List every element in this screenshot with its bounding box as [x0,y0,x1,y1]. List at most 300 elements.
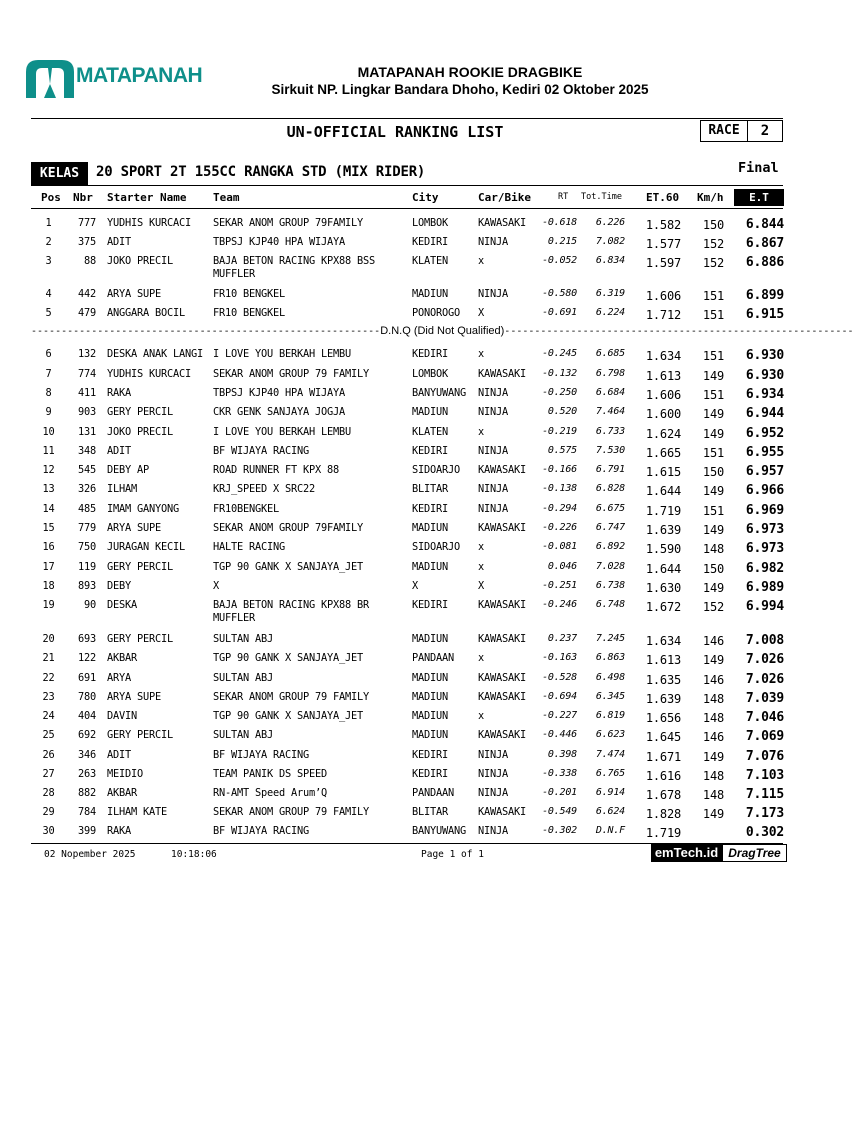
cell-city: KEDIRI [412,749,448,761]
cell-kmh: 149 [702,523,724,537]
cell-kmh: 146 [702,730,724,744]
cell-kmh: 151 [702,349,724,363]
cell-team: BAJA BETON RACING KPX88 BSS [213,255,375,267]
cell-bike: x [478,541,484,553]
cell-bike: x [478,710,484,722]
cell-city: LOMBOK [412,368,448,380]
footer-date: 02 Nopember 2025 [44,849,136,860]
cell-tot: D.N.F [595,825,625,836]
cell-bike: KAWASAKI [478,522,526,534]
cell-bike: x [478,561,484,573]
cell-nbr: 348 [78,445,96,457]
cell-et: 7.026 [745,652,784,667]
cell-nbr: 780 [78,691,96,703]
cell-bike: x [478,255,484,267]
cell-bike: NINJA [478,406,508,418]
cell-kmh: 151 [702,388,724,402]
cell-city: MADIUN [412,561,448,573]
cell-tot: 6.226 [595,217,625,228]
cell-et: 6.973 [745,541,784,556]
cell-tot: 6.748 [595,599,625,610]
col-header-bike: Car/Bike [478,191,531,204]
cell-team: SEKAR ANOM GROUP 79FAMILY [213,217,363,229]
cell-et60: 1.634 [645,349,681,363]
cell-name: ILHAM KATE [107,806,167,818]
kelas-label: KELAS [31,162,88,185]
cell-bike: x [478,426,484,438]
cell-rt: 0.046 [547,561,577,572]
cell-team: FR10BENGKEL [213,503,279,515]
cell-rt: -0.226 [542,522,577,533]
cell-pos: 16 [42,541,55,553]
cell-tot: 6.828 [595,483,625,494]
cell-tot: 6.624 [595,806,625,817]
cell-tot: 6.498 [595,672,625,683]
cell-name: JOKO PRECIL [107,426,173,438]
cell-nbr: 893 [78,580,96,592]
cell-name: ARYA SUPE [107,288,161,300]
cell-rt: -0.201 [542,787,577,798]
cell-pos: 21 [42,652,55,664]
cell-name: GERY PERCIL [107,729,173,741]
cell-nbr: 479 [78,307,96,319]
cell-bike: KAWASAKI [478,806,526,818]
cell-nbr: 693 [78,633,96,645]
cell-et: 6.982 [745,561,784,576]
cell-team: SEKAR ANOM GROUP 79 FAMILY [213,691,369,703]
cell-rt: 0.237 [547,633,577,644]
cell-name: ADIT [107,749,131,761]
cell-kmh: 148 [702,788,724,802]
cell-nbr: 88 [84,255,96,267]
cell-name: DEBY [107,580,131,592]
cell-city: MADIUN [412,522,448,534]
cell-pos: 20 [42,633,55,645]
cell-city: MADIUN [412,672,448,684]
cell-pos: 29 [42,806,55,818]
cell-nbr: 691 [78,672,96,684]
cell-team: SEKAR ANOM GROUP 79FAMILY [213,522,363,534]
cell-name: YUDHIS KURCACI [107,217,191,229]
cell-team: TGP 90 GANK X SANJAYA_JET [213,710,363,722]
dragtree-brand: DragTree [722,844,787,862]
cell-name: IMAM GANYONG [107,503,179,515]
cell-et: 7.046 [745,710,784,725]
cell-pos: 11 [42,445,55,457]
cell-pos: 25 [42,729,55,741]
cell-city: KEDIRI [412,599,448,611]
cell-et60: 1.613 [645,653,681,667]
cell-rt: -0.245 [542,348,577,359]
cell-team-line2: MUFFLER [213,612,255,624]
cell-nbr: 263 [78,768,96,780]
cell-city: MADIUN [412,288,448,300]
cell-name: ARYA SUPE [107,691,161,703]
cell-pos: 26 [42,749,55,761]
cell-bike: NINJA [478,236,508,248]
cell-et: 6.930 [745,368,784,383]
cell-et: 6.955 [745,445,784,460]
col-header-et60: ET.60 [646,191,680,204]
cell-team: BF WIJAYA RACING [213,749,309,761]
cell-pos: 15 [42,522,55,534]
cell-rt: -0.227 [542,710,577,721]
cell-nbr: 545 [78,464,96,476]
cell-et: 7.076 [745,749,784,764]
cell-city: BANYUWANG [412,387,466,399]
cell-city: PANDAAN [412,652,454,664]
cell-et: 7.115 [745,787,784,802]
cell-rt: -0.528 [542,672,577,683]
cell-bike: NINJA [478,483,508,495]
cell-tot: 6.623 [595,729,625,740]
kelas-name: 20 SPORT 2T 155CC RANGKA STD (MIX RIDER) [96,164,426,180]
cell-pos: 1 [45,217,52,229]
cell-pos: 24 [42,710,55,722]
cell-tot: 6.834 [595,255,625,266]
cell-nbr: 131 [78,426,96,438]
cell-city: PONOROGO [412,307,460,319]
col-header-rt: RT [558,192,569,202]
cell-tot: 6.319 [595,288,625,299]
race-box [700,120,783,142]
cell-rt: -0.138 [542,483,577,494]
cell-rt: -0.219 [542,426,577,437]
col-header-team: Team [213,191,240,204]
cell-bike: NINJA [478,825,508,837]
cell-et60: 1.597 [645,256,681,270]
cell-nbr: 774 [78,368,96,380]
cell-team: X [213,580,219,592]
cell-bike: KAWASAKI [478,599,526,611]
cell-team: FR10 BENGKEL [213,307,285,319]
cell-nbr: 750 [78,541,96,553]
ranking-title: UN-OFFICIAL RANKING LIST [286,123,504,141]
divider [31,208,783,209]
cell-kmh: 146 [702,673,724,687]
cell-city: KEDIRI [412,503,448,515]
col-header-pos: Pos [41,191,61,204]
cell-pos: 28 [42,787,55,799]
cell-bike: KAWASAKI [478,729,526,741]
cell-pos: 8 [45,387,52,399]
cell-name: JURAGAN KECIL [107,541,185,553]
cell-kmh: 150 [702,465,724,479]
cell-pos: 2 [45,236,52,248]
cell-nbr: 777 [78,217,96,229]
cell-pos: 5 [45,307,52,319]
cell-city: LOMBOK [412,217,448,229]
cell-team: SEKAR ANOM GROUP 79 FAMILY [213,368,369,380]
cell-city: MADIUN [412,729,448,741]
cell-bike: x [478,348,484,360]
cell-team: CKR GENK SANJAYA JOGJA [213,406,345,418]
cell-et60: 1.613 [645,369,681,383]
cell-nbr: 119 [78,561,96,573]
cell-rt: -0.052 [542,255,577,266]
cell-nbr: 411 [78,387,96,399]
cell-team: BF WIJAYA RACING [213,445,309,457]
cell-nbr: 779 [78,522,96,534]
cell-rt: 0.520 [547,406,577,417]
cell-kmh: 149 [702,427,724,441]
cell-tot: 6.733 [595,426,625,437]
cell-name: ARYA SUPE [107,522,161,534]
dnq-separator [31,325,854,337]
footer-time: 10:18:06 [171,849,217,860]
cell-city: MADIUN [412,710,448,722]
cell-kmh: 149 [702,369,724,383]
cell-et60: 1.615 [645,465,681,479]
cell-pos: 9 [45,406,52,418]
cell-pos: 23 [42,691,55,703]
cell-team-line2: MUFFLER [213,268,255,280]
cell-rt: -0.549 [542,806,577,817]
cell-city: SIDOARJO [412,464,460,476]
cell-pos: 14 [42,503,55,515]
cell-rt: -0.694 [542,691,577,702]
cell-tot: 7.464 [595,406,625,417]
dnq-label: D.N.Q (Did Not Qualified) [380,325,505,337]
cell-name: DESKA [107,599,137,611]
cell-nbr: 132 [78,348,96,360]
cell-bike: NINJA [478,503,508,515]
cell-rt: -0.618 [542,217,577,228]
cell-et60: 1.590 [645,542,681,556]
cell-et: 7.173 [745,806,784,821]
cell-tot: 6.224 [595,307,625,318]
cell-pos: 4 [45,288,52,300]
cell-kmh: 151 [702,504,724,518]
cell-city: MADIUN [412,406,448,418]
cell-name: JOKO PRECIL [107,255,173,267]
cell-et60: 1.672 [645,600,681,614]
cell-et: 6.930 [745,348,784,363]
cell-kmh: 146 [702,634,724,648]
cell-name: AKBAR [107,787,137,799]
cell-rt: -0.166 [542,464,577,475]
col-header-name: Starter Name [107,191,187,204]
cell-name: MEIDIO [107,768,143,780]
cell-tot: 6.798 [595,368,625,379]
cell-nbr: 784 [78,806,96,818]
cell-tot: 6.684 [595,387,625,398]
cell-bike: NINJA [478,749,508,761]
cell-team: HALTE RACING [213,541,285,553]
cell-team: I LOVE YOU BERKAH LEMBU [213,348,351,360]
cell-rt: -0.163 [542,652,577,663]
cell-kmh: 151 [702,446,724,460]
cell-et: 6.989 [745,580,784,595]
cell-pos: 22 [42,672,55,684]
cell-city: BLITAR [412,483,448,495]
cell-tot: 7.245 [595,633,625,644]
col-header-kmh: Km/h [697,191,724,204]
cell-bike: KAWASAKI [478,217,526,229]
cell-team: TEAM PANIK DS SPEED [213,768,327,780]
cell-city: KLATEN [412,255,448,267]
cell-nbr: 692 [78,729,96,741]
cell-name: ADIT [107,236,131,248]
cell-name: RAKA [107,825,131,837]
cell-bike: NINJA [478,387,508,399]
cell-name: ILHAM [107,483,137,495]
cell-tot: 7.028 [595,561,625,572]
cell-tot: 6.819 [595,710,625,721]
cell-et: 6.957 [745,464,784,479]
cell-tot: 6.914 [595,787,625,798]
cell-et60: 1.606 [645,289,681,303]
cell-bike: KAWASAKI [478,672,526,684]
cell-nbr: 122 [78,652,96,664]
cell-kmh: 150 [702,562,724,576]
cell-et60: 1.630 [645,581,681,595]
dnq-dashes-right: ---------------------------------------------------------- [504,326,854,337]
divider [31,185,783,186]
cell-kmh: 149 [702,750,724,764]
logo-text: MATAPANAH [76,64,203,87]
cell-nbr: 326 [78,483,96,495]
cell-city: MADIUN [412,691,448,703]
cell-et60: 1.582 [645,218,681,232]
cell-tot: 6.738 [595,580,625,591]
cell-kmh: 149 [702,407,724,421]
cell-nbr: 90 [84,599,96,611]
cell-et60: 1.600 [645,407,681,421]
cell-nbr: 375 [78,236,96,248]
cell-city: PANDAAN [412,787,454,799]
cell-pos: 18 [42,580,55,592]
cell-pos: 7 [45,368,52,380]
cell-et: 6.886 [745,255,784,270]
cell-team: BAJA BETON RACING KPX88 BR [213,599,369,611]
cell-bike: KAWASAKI [478,464,526,476]
cell-et: 6.944 [745,406,784,421]
cell-nbr: 442 [78,288,96,300]
cell-kmh: 148 [702,542,724,556]
cell-kmh: 149 [702,653,724,667]
cell-tot: 6.747 [595,522,625,533]
cell-nbr: 485 [78,503,96,515]
cell-et60: 1.671 [645,750,681,764]
cell-et: 6.844 [745,217,784,232]
cell-kmh: 152 [702,600,724,614]
cell-team: BF WIJAYA RACING [213,825,309,837]
cell-pos: 17 [42,561,55,573]
cell-city: BANYUWANG [412,825,466,837]
cell-et: 7.039 [745,691,784,706]
cell-bike: NINJA [478,445,508,457]
cell-name: DAVIN [107,710,137,722]
footer-page: Page 1 of 1 [421,849,484,860]
cell-et: 7.026 [745,672,784,687]
cell-tot: 6.675 [595,503,625,514]
col-header-nbr: Nbr [73,191,93,204]
divider [31,118,783,119]
cell-et60: 1.634 [645,634,681,648]
cell-kmh: 149 [702,581,724,595]
cell-name: AKBAR [107,652,137,664]
cell-pos: 30 [42,825,55,837]
cell-et60: 1.828 [645,807,681,821]
cell-team: FR10 BENGKEL [213,288,285,300]
cell-team: SEKAR ANOM GROUP 79 FAMILY [213,806,369,818]
cell-pos: 10 [42,426,55,438]
cell-rt: -0.246 [542,599,577,610]
cell-pos: 3 [45,255,52,267]
cell-name: GERY PERCIL [107,633,173,645]
cell-team: ROAD RUNNER FT KPX 88 [213,464,339,476]
cell-tot: 6.863 [595,652,625,663]
cell-rt: -0.580 [542,288,577,299]
cell-kmh: 151 [702,289,724,303]
cell-team: TBPSJ KJP40 HPA WIJAYA [213,387,345,399]
cell-bike: KAWASAKI [478,368,526,380]
cell-city: KEDIRI [412,236,448,248]
cell-et: 6.973 [745,522,784,537]
cell-et60: 1.577 [645,237,681,251]
cell-rt: -0.132 [542,368,577,379]
dnq-dashes-left: ---------------------------------------------------------- [31,326,381,337]
cell-bike: x [478,652,484,664]
cell-pos: 19 [42,599,55,611]
cell-et: 6.969 [745,503,784,518]
cell-et: 6.899 [745,288,784,303]
cell-et60: 1.616 [645,769,681,783]
cell-nbr: 404 [78,710,96,722]
cell-pos: 27 [42,768,55,780]
cell-city: MADIUN [412,633,448,645]
cell-et: 6.915 [745,307,784,322]
cell-name: YUDHIS KURCACI [107,368,191,380]
cell-name: ARYA [107,672,131,684]
cell-bike: KAWASAKI [478,691,526,703]
cell-et60: 1.712 [645,308,681,322]
cell-et: 7.069 [745,729,784,744]
cell-kmh: 152 [702,237,724,251]
cell-bike: NINJA [478,768,508,780]
cell-et60: 1.644 [645,484,681,498]
cell-kmh: 150 [702,218,724,232]
cell-bike: X [478,307,484,319]
cell-et60: 1.606 [645,388,681,402]
final-label: Final [738,160,779,176]
cell-team: SULTAN ABJ [213,729,273,741]
cell-nbr: 346 [78,749,96,761]
cell-et: 6.966 [745,483,784,498]
cell-bike: X [478,580,484,592]
cell-city: KLATEN [412,426,448,438]
cell-et60: 1.719 [645,504,681,518]
cell-kmh: 149 [702,807,724,821]
cell-et60: 1.635 [645,673,681,687]
cell-et: 7.008 [745,633,784,648]
cell-name: ADIT [107,445,131,457]
cell-kmh: 151 [702,308,724,322]
cell-nbr: 903 [78,406,96,418]
cell-et60: 1.644 [645,562,681,576]
cell-kmh: 148 [702,711,724,725]
col-header-tot: Tot.Time [581,192,622,202]
cell-rt: -0.691 [542,307,577,318]
cell-et: 0.302 [745,825,784,840]
cell-team: TGP 90 GANK X SANJAYA_JET [213,652,363,664]
cell-et60: 1.656 [645,711,681,725]
cell-team: SULTAN ABJ [213,672,273,684]
cell-pos: 12 [42,464,55,476]
cell-name: DESKA ANAK LANGI [107,348,203,360]
col-header-et: E.T [734,189,784,206]
